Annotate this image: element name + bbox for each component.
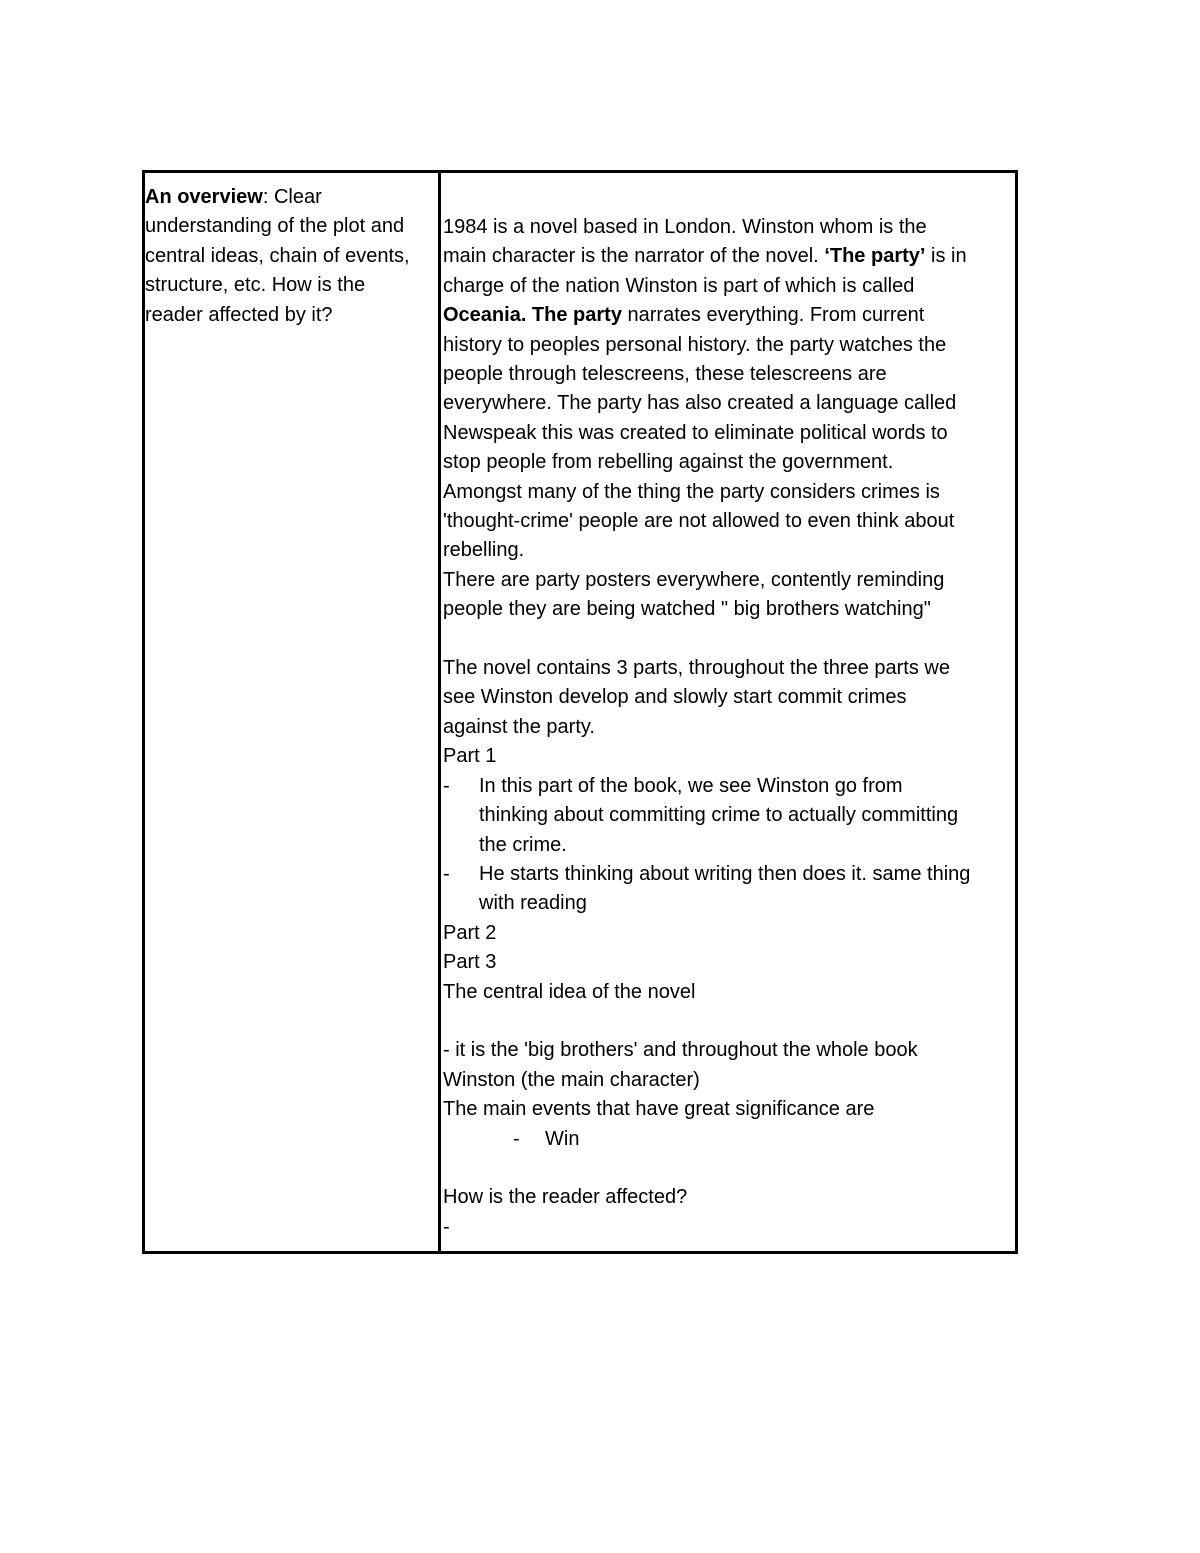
- answer-line: Newspeak this was created to eliminate political words to: [443, 421, 948, 444]
- oceania-bold: Oceania. The party: [443, 304, 622, 327]
- answer-line: stop people from rebelling against the government.: [443, 451, 894, 474]
- overview-line: understanding of the plot and: [145, 215, 405, 238]
- answer-line: Winston (the main character): [443, 1068, 700, 1091]
- part-heading: Part 1: [443, 745, 497, 768]
- column-divider: [438, 173, 441, 1251]
- overview-line: structure, etc. How is the: [145, 274, 366, 297]
- event-bullet: [443, 1125, 1013, 1154]
- bullet-item: [443, 860, 1013, 889]
- bullet-dash: -: [443, 774, 450, 797]
- bullet-dash: -: [513, 1127, 520, 1150]
- bullet-continuation: thinking about committing crime to actually committing: [479, 804, 959, 827]
- answer-line: There are party posters everywhere, contently reminding: [443, 568, 945, 591]
- answer-text: narrates everything. From current: [621, 304, 925, 327]
- the-party-bold: ‘The party’: [824, 245, 926, 268]
- overview-line: reader affected by it?: [145, 303, 333, 326]
- answer-line: rebelling.: [443, 539, 525, 562]
- answer-line: The novel contains 3 parts, throughout the three parts we: [443, 657, 950, 680]
- bullet-item: [443, 772, 1013, 801]
- bullet-text: Win: [545, 1127, 580, 1150]
- answer-text: is in: [925, 245, 967, 268]
- answer-line: against the party.: [443, 715, 595, 738]
- answer-line: see Winston develop and slowly start commit crimes: [443, 686, 907, 709]
- part-heading: Part 2: [443, 921, 497, 944]
- overview-heading: An overview: [145, 186, 263, 208]
- blank-line: [443, 1154, 1013, 1183]
- overview-answer-cell: [443, 213, 1013, 1242]
- answer-line: [443, 242, 1013, 271]
- part-heading: Part 3: [443, 951, 497, 974]
- answer-line: people through telescreens, these telescreens are: [443, 363, 887, 386]
- bullet-dash: -: [443, 862, 450, 885]
- overview-line: central ideas, chain of events,: [145, 244, 410, 267]
- bullet-continuation: with reading: [479, 892, 587, 915]
- answer-line: The central idea of the novel: [443, 980, 696, 1003]
- answer-line: - it is the 'big brothers' and throughout the whole book: [443, 1039, 918, 1062]
- bullet-text: In this part of the book, we see Winston go from: [479, 774, 903, 797]
- answer-line: 'thought-crime' people are not allowed to even think about: [443, 510, 955, 533]
- answer-line: -: [443, 1215, 450, 1238]
- overview-heading-line: [145, 183, 437, 212]
- answer-line: [443, 301, 1013, 330]
- blank-line: [443, 625, 1013, 654]
- answer-line: everywhere. The party has also created a language called: [443, 392, 957, 415]
- answer-line: The main events that have great significance are: [443, 1098, 875, 1121]
- answer-line: people they are being watched " big brothers watching": [443, 598, 931, 621]
- overview-prompt-cell: [145, 183, 437, 330]
- overview-table: [142, 170, 1018, 1254]
- overview-heading-rest: : Clear: [262, 186, 322, 208]
- answer-line: Amongst many of the thing the party considers crimes is: [443, 480, 940, 503]
- blank-line: [443, 1007, 1013, 1036]
- answer-line: How is the reader affected?: [443, 1186, 688, 1209]
- answer-line: 1984 is a novel based in London. Winston whom is the: [443, 216, 927, 238]
- answer-line: history to peoples personal history. the party watches the: [443, 333, 947, 356]
- answer-text: main character is the narrator of the novel.: [443, 245, 825, 268]
- answer-line: charge of the nation Winston is part of which is called: [443, 274, 915, 297]
- bullet-text: He starts thinking about writing then does it. same thing: [479, 862, 971, 885]
- bullet-continuation: the crime.: [479, 833, 567, 856]
